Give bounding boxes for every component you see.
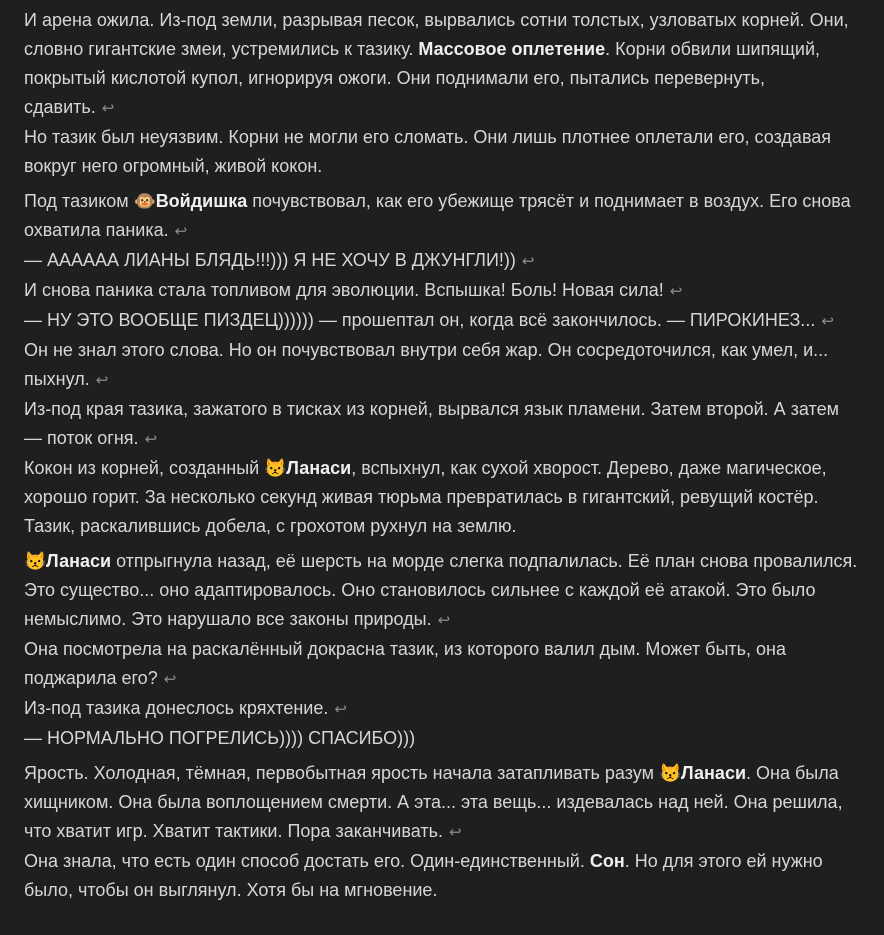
text-segment: Кокон из корней, созданный: [24, 458, 265, 478]
text-segment: . Но для этого ей нужно было, чтобы он выглянул. Хотя бы на мгновение.: [24, 851, 828, 900]
text-segment: Под тазиком: [24, 191, 134, 211]
text-segment: отпрыгнула назад, её шерсть на морде слегка подпалилась. Её план снова провалился. Это существо... оно адаптировалось. Оно становилось сильнее с каждой её атакой. Это было немыслимо. Это нарушало все законы природы.: [24, 551, 863, 629]
paragraphs-container: [24, 6, 863, 905]
line-break-icon: ↩: [821, 313, 834, 330]
paragraph: [24, 6, 858, 181]
bold-text: Ланаси: [46, 551, 112, 571]
character-emoji-icon: 🐵: [133, 191, 157, 211]
character-emoji-icon: 😾: [658, 763, 682, 783]
text-segment: . Корни обвили шипящий, покрытый кислотой купол, игнорируя ожоги. Они поднимали его, пытались перевернуть, сдавить.: [24, 39, 826, 117]
text-line: [24, 276, 858, 306]
text-segment: Но тазик был неуязвим. Корни не могли его сломать. Они лишь плотнее оплетали его, создавая вокруг него огромный, живой кокон.: [24, 127, 837, 176]
text-line: [24, 694, 858, 724]
bold-text: Сон: [589, 851, 625, 871]
character-emoji-icon: 😾: [264, 458, 287, 478]
text-line: [24, 847, 858, 905]
bold-text: Ланаси: [680, 763, 747, 783]
line-break-icon: ↩: [334, 701, 347, 718]
paragraph: [24, 759, 858, 905]
text-segment: И арена ожила. Из-под земли, разрывая песок, вырвались сотни толстых, узловатых корней. Они, словно гигантские змеи, устремились к тазику.: [24, 10, 854, 59]
line-break-icon: ↩: [163, 671, 177, 688]
text-segment: почувствовал, как его убежище трясёт и поднимает в воздух. Его снова охватила паника.: [24, 191, 856, 240]
line-break-icon: ↩: [144, 431, 158, 448]
text-segment: И снова паника стала топливом для эволюции. Вспышка! Боль! Новая сила!: [24, 280, 664, 300]
text-segment: — НУ ЭТО ВООБЩЕ ПИЗДЕЦ)))))) — прошептал он, когда всё закончилось. — ПИРОКИНЕЗ...: [24, 310, 816, 330]
text-line: [24, 306, 858, 336]
line-break-icon: ↩: [95, 372, 109, 389]
bold-text: Ланаси: [286, 458, 352, 478]
text-segment: Она знала, что есть один способ достать его. Один-единственный.: [24, 851, 590, 871]
line-break-icon: ↩: [174, 223, 188, 240]
text-line: [24, 635, 858, 694]
text-segment: , вспыхнул, как сухой хворост. Дерево, даже магическое, хорошо горит. За несколько секунд живая тюрьма превратилась в гигантский, ревущий костёр. Тазик, раскалившись добела, с грохотом рухнул на землю.: [24, 458, 832, 536]
character-emoji-icon: 😾: [24, 551, 47, 571]
line-break-icon: ↩: [437, 612, 451, 629]
text-line: [24, 246, 858, 276]
line-break-icon: ↩: [521, 253, 535, 270]
text-line: [24, 6, 858, 123]
line-break-icon: ↩: [101, 100, 115, 117]
paragraph: [24, 547, 863, 753]
line-break-icon: ↩: [669, 283, 683, 300]
text-line: [24, 724, 858, 753]
text-line: [24, 395, 858, 454]
text-line: [24, 759, 858, 847]
text-segment: — АААААА ЛИАНЫ БЛЯДЬ!!!))) Я НЕ ХОЧУ В ДЖУНГЛИ!)): [24, 250, 516, 270]
text-segment: — НОРМАЛЬНО ПОГРЕЛИСЬ)))) СПАСИБО))): [24, 728, 416, 748]
text-segment: Она посмотрела на раскалённый докрасна тазик, из которого валил дым. Может быть, она поджарила его?: [24, 639, 791, 688]
text-segment: Из-под тазика донеслось кряхтение.: [24, 698, 329, 718]
text-segment: . Она была хищником. Она была воплощением смерти. А эта... эта вещь... издевалась над ней. Она решила, что хватит игр. Хватит тактики. Пора заканчивать.: [24, 763, 848, 841]
text-segment: Ярость. Холодная, тёмная, первобытная ярость начала затапливать разум: [24, 763, 659, 783]
line-break-icon: ↩: [448, 824, 462, 841]
text-line: [24, 123, 858, 181]
text-segment: Он не знал этого слова. Но он почувствовал внутри себя жар. Он сосредоточился, как умел, и... пыхнул.: [24, 340, 834, 389]
text-line: [24, 187, 858, 246]
text-line: [24, 547, 863, 635]
text-segment: Из-под края тазика, зажатого в тисках из корней, вырвался язык пламени. Затем второй. А затем — поток огня.: [24, 399, 844, 448]
bold-text: Массовое оплетение: [418, 39, 606, 59]
text-line: [24, 336, 858, 395]
bold-text: Войдишка: [155, 191, 248, 211]
text-line: [24, 454, 858, 541]
paragraph: [24, 187, 858, 541]
